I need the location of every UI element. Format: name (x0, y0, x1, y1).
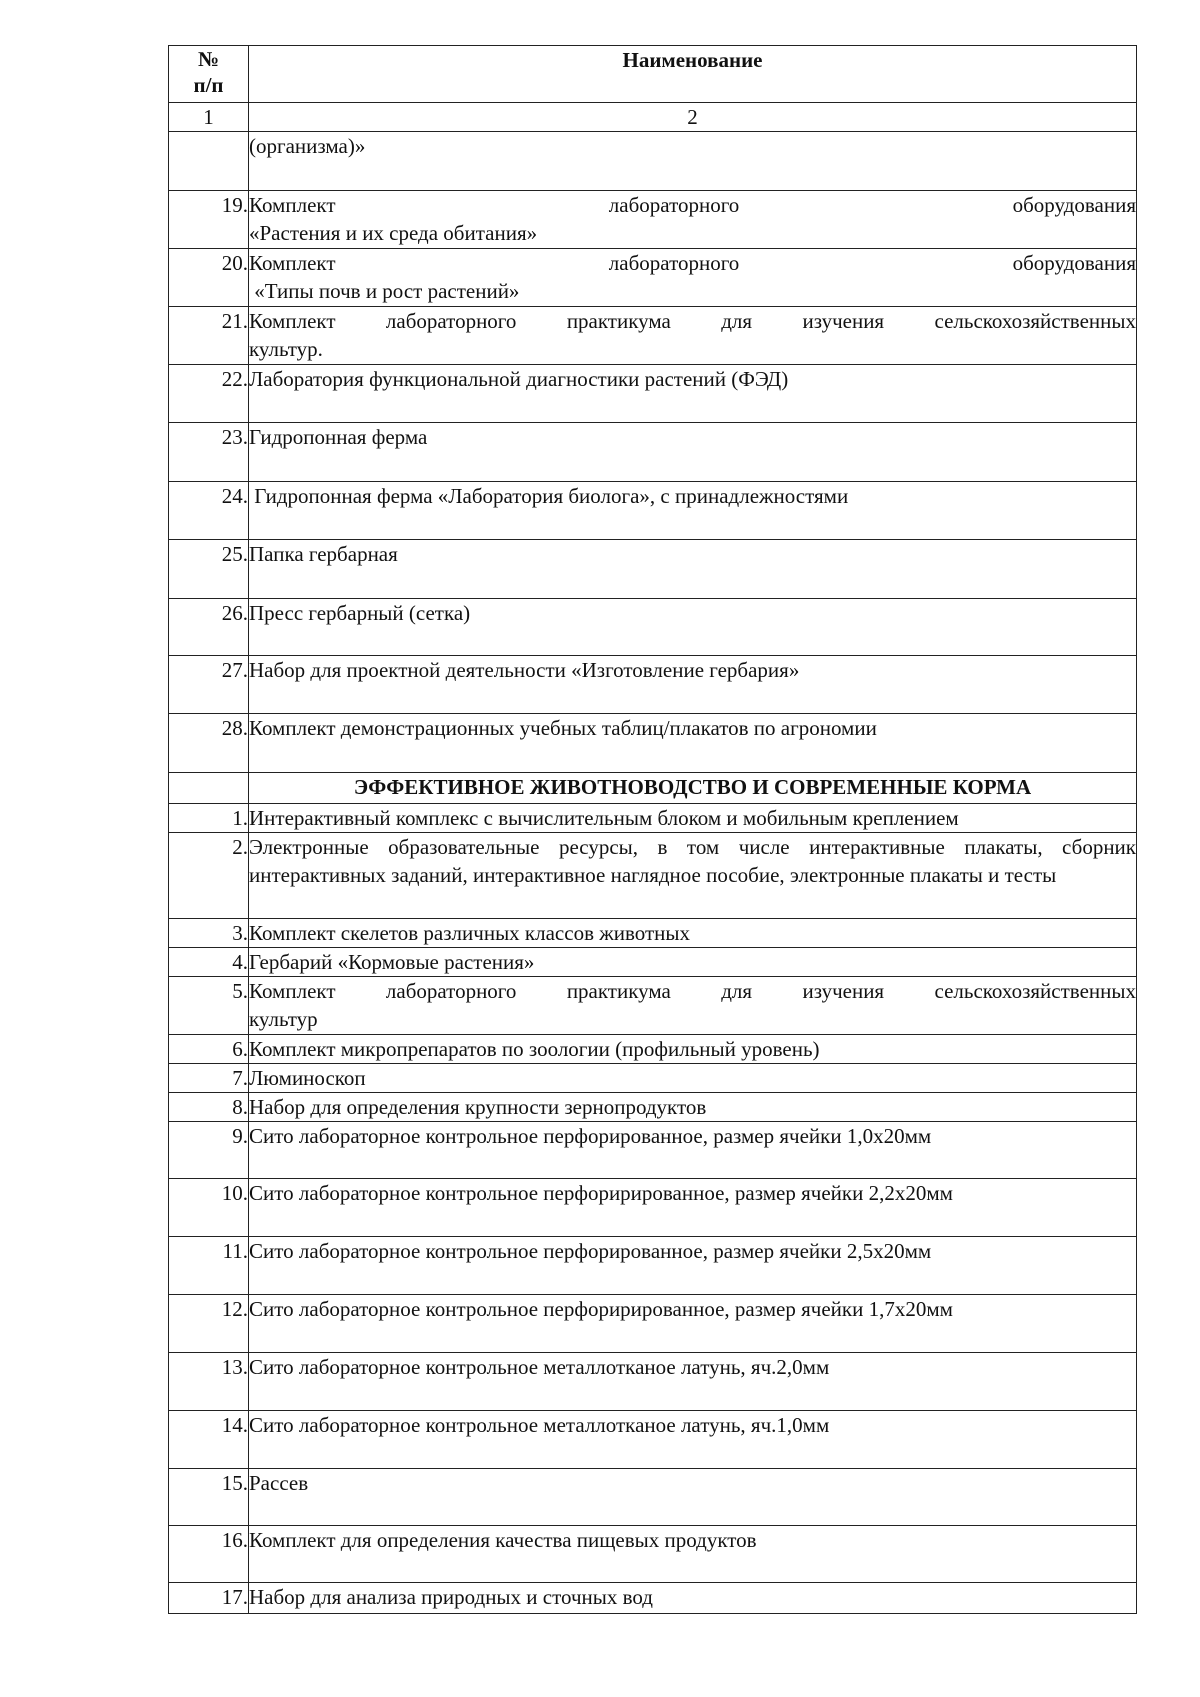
row-name: Гербарий «Кормовые растения» (249, 948, 1137, 977)
table-row (169, 977, 1137, 1035)
header-name: Наименование (249, 46, 1137, 103)
table-row (169, 833, 1137, 919)
table-row (169, 1469, 1137, 1526)
row-name-line-2: «Растения и их среда обитания» (249, 221, 538, 245)
header-num (169, 46, 249, 103)
row-number: 23. (169, 423, 249, 482)
row-name: Сито лабораторное контрольное перфорирированное, размер ячейки 1,7х20мм (249, 1295, 1137, 1353)
table-row (169, 1583, 1137, 1614)
row-name: Сито лабораторное контрольное металлотканое латунь, яч.1,0мм (249, 1411, 1137, 1469)
table-row (169, 132, 1137, 191)
table-row (169, 540, 1137, 599)
table-row (169, 1179, 1137, 1237)
row-number: 28. (169, 714, 249, 773)
row-number: 27. (169, 656, 249, 714)
table-row (169, 423, 1137, 482)
section-heading-num (169, 773, 249, 804)
row-name: (организма)» (249, 132, 1137, 191)
row-number: 5. (169, 977, 249, 1035)
row-name: Набор для анализа природных и сточных вод (249, 1583, 1137, 1614)
row-name: Пресс гербарный (сетка) (249, 599, 1137, 656)
row-number: 4. (169, 948, 249, 977)
row-number: 24. (169, 482, 249, 540)
row-number: 17. (169, 1583, 249, 1614)
table-row (169, 1295, 1137, 1353)
table-row (169, 365, 1137, 423)
table-row (169, 656, 1137, 714)
row-name: Сито лабораторное контрольное перфорированное, размер ячейки 1,0х20мм (249, 1122, 1137, 1179)
row-name-line-2: культур (249, 1007, 318, 1031)
part1-body (169, 132, 1137, 773)
row-name: Рассев (249, 1469, 1137, 1526)
row-name: Интерактивный комплекс с вычислительным блоком и мобильным креплением (249, 804, 1137, 833)
row-number: 9. (169, 1122, 249, 1179)
table-row (169, 1353, 1137, 1411)
row-number: 15. (169, 1469, 249, 1526)
row-name: Папка гербарная (249, 540, 1137, 599)
row-number (169, 132, 249, 191)
row-name (249, 977, 1137, 1035)
row-name: Набор для проектной деятельности «Изготовление гербария» (249, 656, 1137, 714)
table-row (169, 804, 1137, 833)
table-row (169, 714, 1137, 773)
row-name-line-1: Комплект лабораторного оборудования (249, 251, 1136, 275)
column-index-2: 2 (249, 103, 1137, 132)
table-row (169, 191, 1137, 249)
row-number: 12. (169, 1295, 249, 1353)
row-number: 10. (169, 1179, 249, 1237)
section-heading-row (169, 773, 1137, 804)
table-row (169, 482, 1137, 540)
equipment-table (168, 45, 1142, 1614)
row-number: 20. (169, 249, 249, 307)
row-number: 7. (169, 1064, 249, 1093)
row-name: Гидропонная ферма (249, 423, 1137, 482)
row-name: Сито лабораторное контрольное перфорированное, размер ячейки 2,5х20мм (249, 1237, 1137, 1295)
row-number: 16. (169, 1526, 249, 1583)
row-name-line-2: «Типы почв и рост растений» (249, 279, 520, 303)
row-name: Гидропонная ферма «Лаборатория биолога», с принадлежностями (249, 482, 1137, 540)
row-name: Комплект для определения качества пищевых продуктов (249, 1526, 1137, 1583)
table-row (169, 599, 1137, 656)
table-row (169, 1237, 1137, 1295)
table-row (169, 919, 1137, 948)
table-row (169, 1093, 1137, 1122)
row-number: 1. (169, 804, 249, 833)
row-number: 6. (169, 1035, 249, 1064)
table-row (169, 249, 1137, 307)
row-number: 13. (169, 1353, 249, 1411)
row-number: 21. (169, 307, 249, 365)
section-body (169, 773, 1137, 804)
row-name: Люминоскоп (249, 1064, 1137, 1093)
row-name: Электронные образовательные ресурсы, в том числе интерактивные плакаты, сборник интерактивных заданий, интерактивное наглядное пособие, электронные плакаты и тесты (249, 833, 1137, 919)
table-row (169, 948, 1137, 977)
column-index-row (169, 103, 1137, 132)
row-number: 14. (169, 1411, 249, 1469)
column-index-1: 1 (169, 103, 249, 132)
row-name: Лаборатория функциональной диагностики растений (ФЭД) (249, 365, 1137, 423)
row-number: 26. (169, 599, 249, 656)
row-number: 2. (169, 833, 249, 919)
table-row (169, 1035, 1137, 1064)
row-name: Комплект микропрепаратов по зоологии (профильный уровень) (249, 1035, 1137, 1064)
row-name (249, 191, 1137, 249)
part2-body (169, 804, 1142, 1614)
row-name: Сито лабораторное контрольное металлотканое латунь, яч.2,0мм (249, 1353, 1137, 1411)
row-name-line-1: Комплект лабораторного практикума для изучения сельскохозяйственных (249, 309, 1136, 333)
header-num-label: № п/п (193, 47, 224, 97)
row-number: 3. (169, 919, 249, 948)
table-row (169, 1122, 1137, 1179)
table-row (169, 1526, 1137, 1583)
row-name (249, 307, 1137, 365)
row-number: 19. (169, 191, 249, 249)
row-number: 11. (169, 1237, 249, 1295)
table-header-row (169, 46, 1137, 103)
row-number: 8. (169, 1093, 249, 1122)
row-name: Комплект скелетов различных классов животных (249, 919, 1137, 948)
section-heading: ЭФФЕКТИВНОЕ ЖИВОТНОВОДСТВО И СОВРЕМЕННЫЕ КОРМА (249, 773, 1137, 804)
table-row (169, 1064, 1137, 1093)
row-number: 22. (169, 365, 249, 423)
table-row (169, 307, 1137, 365)
row-name-line-2: культур. (249, 337, 323, 361)
row-name: Сито лабораторное контрольное перфорирированное, размер ячейки 2,2х20мм (249, 1179, 1137, 1237)
row-number: 25. (169, 540, 249, 599)
row-name-line-1: Комплект лабораторного практикума для изучения сельскохозяйственных (249, 979, 1136, 1003)
table-row (169, 1411, 1137, 1469)
row-name: Комплект демонстрационных учебных таблиц/плакатов по агрономии (249, 714, 1137, 773)
row-name: Набор для определения крупности зернопродуктов (249, 1093, 1137, 1122)
row-name (249, 249, 1137, 307)
row-name-line-1: Комплект лабораторного оборудования (249, 193, 1136, 217)
